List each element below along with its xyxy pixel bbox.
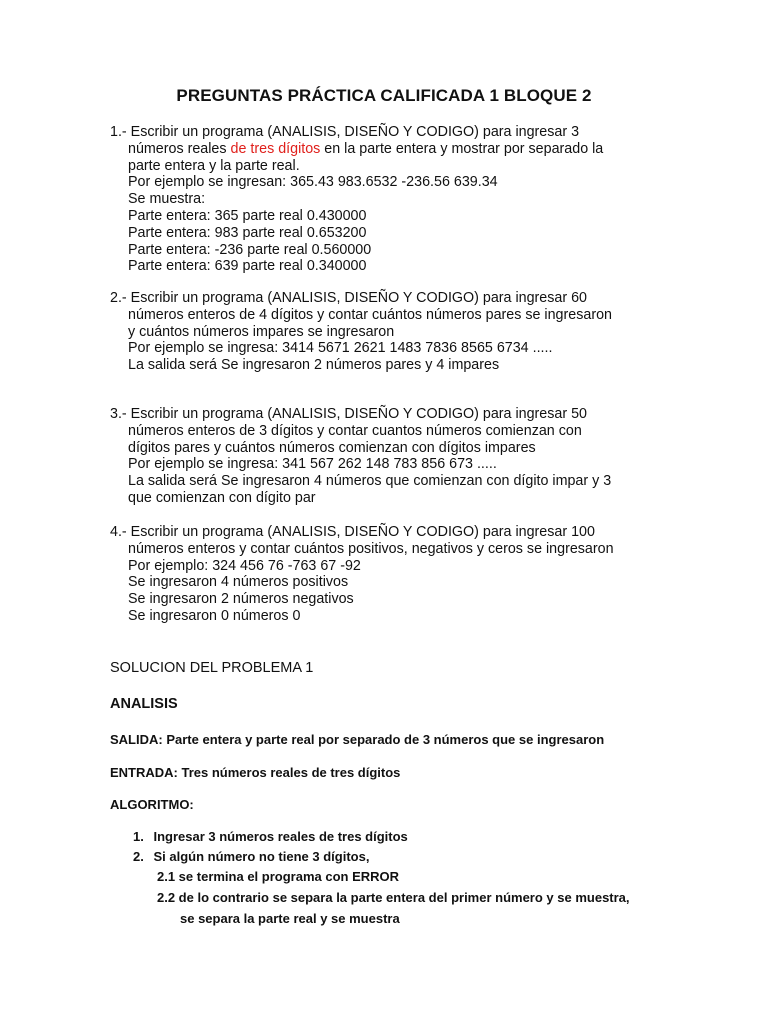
list-item	[133, 849, 369, 864]
problem-4	[110, 524, 670, 625]
problem-4-line: Se ingresaron 2 números negativos	[128, 591, 354, 608]
problem-4-line: números enteros y contar cuántos positivos, negativos y ceros se ingresaron	[128, 540, 614, 557]
list-number: 2.	[133, 849, 144, 864]
problem-1	[110, 124, 670, 275]
text-run: números reales	[128, 140, 231, 157]
problem-1-line: Se muestra:	[128, 191, 206, 208]
sub-step: 2.2 de lo contrario se separa la parte entera del primer número y se muestra,	[157, 890, 630, 905]
problem-3	[110, 406, 670, 507]
list-text: Si algún número no tiene 3 dígitos,	[153, 849, 370, 864]
problem-3-line: 3.- Escribir un programa (ANALISIS, DISEÑO Y CODIGO) para ingresar 50	[110, 406, 587, 422]
problem-4-line: Se ingresaron 4 números positivos	[128, 574, 349, 591]
problem-4-line: 4.- Escribir un programa (ANALISIS, DISEÑO Y CODIGO) para ingresar 100	[110, 524, 595, 540]
problem-2	[110, 290, 670, 374]
problem-2-line: Por ejemplo se ingresa: 3414 5671 2621 1483 7836 8565 6734 .....	[128, 340, 553, 357]
problem-4-line: Se ingresaron 0 números 0	[128, 607, 301, 624]
problem-3-line: dígitos pares y cuántos números comienzan con dígitos impares	[128, 439, 536, 456]
entrada-text: ENTRADA: Tres números reales de tres dígitos	[110, 765, 401, 780]
problem-1-line: Parte entera: 639 parte real 0.340000	[128, 258, 367, 275]
text-run: en la parte entera y mostrar por separado la	[320, 140, 604, 157]
highlighted-text: de tres dígitos	[230, 140, 321, 157]
problem-3-line: Por ejemplo se ingresa: 341 567 262 148 783 856 673 .....	[128, 456, 497, 473]
problem-3-line: La salida será Se ingresaron 4 números que comienzan con dígito impar y 3	[128, 473, 612, 490]
problem-2-line: y cuántos números impares se ingresaron	[128, 323, 395, 340]
problem-2-line: números enteros de 4 dígitos y contar cuántos números pares se ingresaron	[128, 306, 612, 323]
salida-text: SALIDA: Parte entera y parte real por separado de 3 números que se ingresaron	[110, 732, 605, 747]
problem-1-line: Parte entera: 365 parte real 0.430000	[128, 207, 367, 224]
solution-heading: SOLUCION DEL PROBLEMA 1	[110, 660, 314, 676]
problem-3-line: que comienzan con dígito par	[128, 489, 316, 506]
list-item	[133, 829, 408, 844]
list-text: Ingresar 3 números reales de tres dígitos	[153, 829, 408, 844]
algoritmo-label: ALGORITMO:	[110, 797, 194, 812]
sub-step: 2.1 se termina el programa con ERROR	[157, 869, 400, 884]
problem-3-line: números enteros de 3 dígitos y contar cuantos números comienzan con	[128, 422, 582, 439]
problem-1-line: Por ejemplo se ingresan: 365.43 983.6532 -236.56 639.34	[128, 174, 498, 191]
problem-1-line: Parte entera: -236 parte real 0.560000	[128, 241, 372, 258]
problem-2-line: 2.- Escribir un programa (ANALISIS, DISEÑO Y CODIGO) para ingresar 60	[110, 290, 587, 306]
problem-1-line: parte entera y la parte real.	[128, 157, 300, 174]
problem-4-line: Por ejemplo: 324 456 76 -763 67 -92	[128, 557, 361, 574]
problem-1-line: 1.- Escribir un programa (ANALISIS, DISEÑO Y CODIGO) para ingresar 3	[110, 124, 580, 140]
list-number: 1.	[133, 829, 144, 844]
sub-step-continuation: se separa la parte real y se muestra	[180, 911, 400, 926]
page-title: PREGUNTAS PRÁCTICA CALIFICADA 1 BLOQUE 2	[176, 86, 592, 105]
problem-1-line	[110, 141, 670, 158]
problem-2-line: La salida será Se ingresaron 2 números pares y 4 impares	[128, 357, 500, 374]
analysis-heading: ANALISIS	[110, 696, 178, 712]
problem-1-line: Parte entera: 983 parte real 0.653200	[128, 224, 367, 241]
